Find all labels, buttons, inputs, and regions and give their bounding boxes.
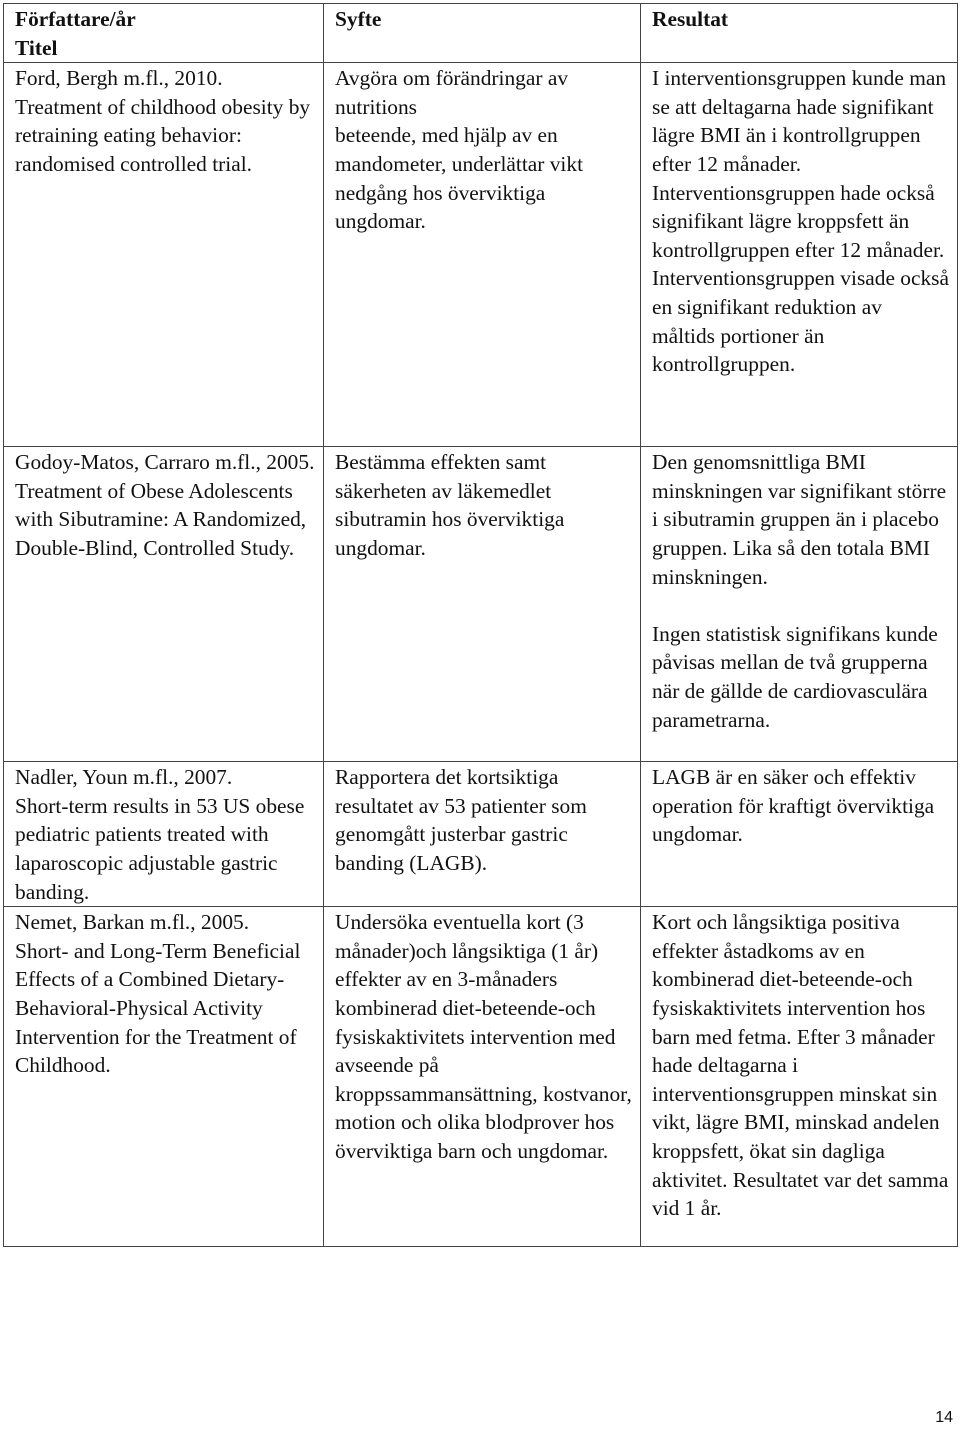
table-row [4,762,958,907]
cell-author-title [4,63,324,447]
study-purpose-line: beteende, med hjälp av en mandometer, underlättar vikt nedgång hos överviktiga ungdomar. [335,123,584,234]
study-result-paragraph: Den genomsnittliga BMI minskningen var signifikant större i sibutramin gruppen än i placebo gruppen. Lika så den totala BMI minskningen. [652,450,947,589]
study-result-paragraph: Interventionsgruppen hade också signifikant lägre kroppsfett än kontrollgruppen efter 12 månader. [652,180,945,262]
table-row [4,63,958,447]
table-header-row [4,4,958,63]
study-result-paragraph: I interventionsgruppen kunde man se att deltagarna hade signifikant lägre BMI än i kontrollgruppen efter 12 månader. [652,66,947,176]
literature-review-table [3,3,958,1247]
header-author-title [4,4,324,63]
cell-result [641,447,958,762]
study-author: Nemet, Barkan m.fl., 2005. [15,910,250,935]
header-purpose: Syfte [324,4,641,63]
header-result: Resultat [641,4,958,63]
study-purpose: Undersöka eventuella kort (3 månader)och långsiktiga (1 år) effekter av en 3-månaders kombinerad diet-beteende-och fysiskaktivitets intervention med avseende på kroppssammansättning, kostvanor, motion och olika blodprover hos överviktiga barn och ungdomar. [335,910,632,1163]
cell-result [641,63,958,447]
study-purpose-line: Avgöra om förändringar av nutritions [335,66,569,119]
study-result: LAGB är en säker och effektiv operation för kraftigt överviktiga ungdomar. [652,765,935,847]
table-row [4,907,958,1247]
study-purpose: Bestämma effekten samt säkerheten av läkemedlet sibutramin hos överviktiga ungdomar. [335,450,565,560]
study-purpose: Rapportera det kortsiktiga resultatet av 53 patienter som genomgått justerbar gastric banding (LAGB). [335,765,587,875]
cell-author-title [4,762,324,907]
header-title: Titel [15,35,58,60]
study-result-paragraph: Interventionsgruppen visade också en signifikant reduktion av måltids portioner än kontrollgruppen. [652,266,950,377]
cell-result [641,907,958,1247]
paragraph-spacer [652,591,949,620]
study-title: Treatment of Obese Adolescents with Sibutramine: A Randomized, Double-Blind, Controlled Study. [15,478,307,560]
cell-purpose [324,762,641,907]
study-title: Short-term results in 53 US obese pediatric patients treated with laparoscopic adjustable gastric banding. [15,793,305,904]
table-row [4,447,958,762]
study-result-paragraph: Ingen statistisk signifikans kunde påvisas mellan de två grupperna när de gällde de cardiovasculära parametrarna. [652,621,938,732]
cell-author-title [4,447,324,762]
cell-author-title [4,907,324,1247]
cell-result [641,762,958,907]
study-title: Short- and Long-Term Beneficial Effects of a Combined Dietary-Behavioral-Physical Activity Intervention for the Treatment of Childhood. [15,938,301,1078]
study-author: Godoy-Matos, Carraro m.fl., 2005. [15,450,315,475]
cell-purpose [324,63,641,447]
header-author-year: Författare/år [15,7,136,31]
study-author: Nadler, Youn m.fl., 2007. [15,765,233,790]
study-title: Treatment of childhood obesity by retraining eating behavior: randomised controlled trial. [15,94,311,176]
page-number: 14 [935,1409,953,1426]
cell-purpose [324,907,641,1247]
cell-purpose [324,447,641,762]
study-result: Kort och långsiktiga positiva effekter åstadkoms av en kombinerad diet-beteende-och fysiskaktivitets intervention hos barn med fetma. Efter 3 månader hade deltagarna i interventionsgruppen minskat sin vikt, lägre BMI, minskad andelen kroppsfett, ökat sin dagliga aktivitet. Resultatet var det samma vid 1 år. [652,910,949,1221]
study-author: Ford, Bergh m.fl., 2010. [15,66,223,91]
